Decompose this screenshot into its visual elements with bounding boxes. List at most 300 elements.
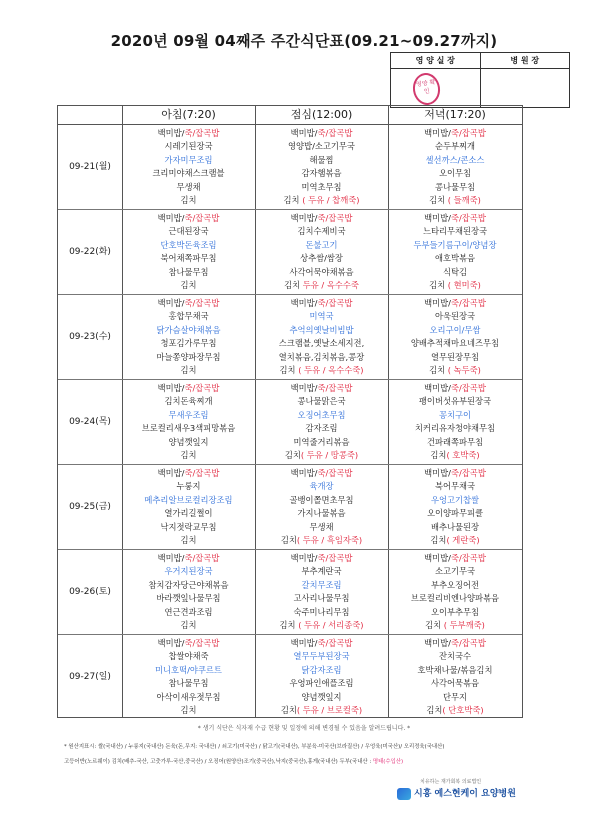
- menu-item-text: 부추계란국: [301, 566, 342, 577]
- menu-item: [255, 677, 388, 690]
- menu-item: [388, 521, 522, 534]
- menu-item: [122, 592, 255, 605]
- menu-item-text: 죽/잡곡밥: [450, 213, 486, 223]
- menu-item: [388, 449, 522, 462]
- menu-item-text: 찹쌀야채죽: [168, 651, 209, 662]
- logo-icon: [397, 788, 411, 800]
- menu-item: [388, 395, 522, 408]
- dietitian-label: 영 양 실 장: [391, 53, 480, 69]
- menu-item: [255, 691, 388, 704]
- menu-item: [255, 351, 388, 364]
- menu-item-text: 죽/잡곡밥: [184, 128, 220, 138]
- menu-item-text: 김치: [180, 449, 197, 460]
- menu-item-text: 낙지젓락교무침: [160, 521, 217, 532]
- menu-item: [388, 225, 522, 238]
- menu-item: [255, 324, 388, 337]
- logo-name: 시흥 예스현케이 요양병원: [414, 789, 516, 799]
- menu-item-text: 김치수제비국: [297, 226, 346, 237]
- day-row: [58, 380, 522, 465]
- menu-item-text: 백미밥/: [290, 128, 318, 138]
- menu-item: [255, 664, 388, 677]
- menu-item-text: ( 두유 / 땅콩죽): [300, 449, 359, 460]
- notice-text: * 생기 식단은 식자재 수급 현황 및 일정에 의해 변경될 수 있음을 알려드립니다. *: [197, 725, 411, 732]
- menu-item-text: 김치: [429, 364, 448, 375]
- menu-item-text: 우거지된장국: [164, 566, 213, 577]
- menu-item-text: ( 두부깨죽): [443, 619, 485, 630]
- menu-item: [255, 521, 388, 534]
- menu-item-text: 죽/잡곡밥: [184, 213, 220, 223]
- menu-item-text: 북어채쪽파무침: [160, 253, 217, 264]
- menu-item-text: 참치감자당근야채볶음: [148, 579, 229, 590]
- menu-item: [122, 252, 255, 265]
- menu-item-text: 백미밥/: [424, 128, 451, 138]
- menu-item: [388, 552, 522, 565]
- menu-item-text: 김치: [284, 449, 301, 460]
- menu-item: [255, 592, 388, 605]
- menu-item-text: 치커리유자청야채무침: [414, 423, 496, 434]
- menu-item-text: ( 녹두죽): [447, 364, 481, 375]
- menu-item-text: 미니호떡/야쿠르트: [155, 664, 222, 675]
- menu-item: [255, 480, 388, 493]
- menu-item: [255, 364, 388, 377]
- menu-item-text: 김치: [430, 534, 447, 545]
- menu-item-text: 백미밥/: [424, 468, 451, 478]
- menu-item: [388, 337, 522, 350]
- menu-item-text: 근대된장국: [168, 226, 209, 237]
- menu-item-text: 미역줄거리볶음: [293, 436, 350, 447]
- menu-item-text: 오징어초무침: [297, 409, 346, 420]
- menu-item: [255, 140, 388, 153]
- day-label: 09-27(일): [69, 672, 111, 682]
- menu-item-text: 건파래쪽파무침: [426, 436, 484, 447]
- menu-item-text: 갈치무조림: [301, 579, 342, 590]
- menu-item-text: 김치: [429, 279, 448, 290]
- menu-item: [255, 422, 388, 435]
- menu-item-text: 김치: [425, 619, 444, 630]
- menu-item-text: 죽/잡곡밥: [184, 553, 220, 563]
- menu-item-text: 마늘쫑양파장무침: [156, 351, 221, 362]
- menu-item-text: 해물찜: [309, 154, 334, 165]
- menu-item: [122, 337, 255, 350]
- dinner-menu: [388, 381, 522, 463]
- menu-item: [255, 409, 388, 422]
- menu-item: [122, 507, 255, 520]
- director-label: 병 원 장: [481, 53, 570, 69]
- menu-item: [255, 619, 388, 632]
- menu-item: [122, 449, 255, 462]
- menu-item: [255, 606, 388, 619]
- menu-item-text: 죽/잡곡밥: [184, 298, 220, 308]
- menu-item: [122, 436, 255, 449]
- menu-item-text: 백미밥/: [157, 213, 185, 223]
- menu-item-text: 숙주미나리무침: [293, 606, 350, 617]
- dinner-menu: [388, 636, 522, 718]
- menu-item-text: 잔치국수: [438, 651, 472, 662]
- menu-item-text: 양념깻잎지: [301, 691, 342, 702]
- menu-item-text: 누룽지: [176, 481, 201, 492]
- breakfast-menu: [122, 551, 255, 633]
- menu-item-text: 백미밥/: [424, 638, 451, 648]
- menu-item-text: 양배추적채마요네즈무침: [410, 338, 500, 349]
- menu-item: [122, 619, 255, 632]
- breakfast-menu: [122, 211, 255, 293]
- table-header: [58, 106, 522, 125]
- menu-item-text: 고사리나물무침: [293, 593, 350, 604]
- menu-item-text: 열치볶음,김치볶음,콩장: [278, 351, 365, 362]
- menu-item-text: 열무된장무침: [430, 351, 480, 362]
- menu-item-text: 김치: [180, 619, 197, 630]
- menu-item: [122, 364, 255, 377]
- director-sign-area: [481, 69, 570, 107]
- menu-item-text: 죽/잡곡밥: [317, 383, 353, 393]
- lunch-menu: [255, 211, 388, 293]
- menu-item-text: 백미밥/: [290, 213, 318, 223]
- menu-item: [122, 212, 255, 225]
- menu-item-text: 죽/잡곡밥: [317, 128, 353, 138]
- lunch-menu: [255, 296, 388, 378]
- menu-item-text: 김치: [284, 279, 303, 290]
- menu-item-text: 김치: [279, 364, 299, 375]
- menu-item-text: 죽/잡곡밥: [450, 298, 486, 308]
- header-lunch: 점심(12:00): [290, 108, 353, 121]
- menu-item-text: 식탁김: [442, 266, 468, 277]
- menu-item-text: 무생채: [176, 181, 201, 192]
- dietitian-sign-area: [391, 69, 480, 107]
- menu-item-text: 두부들기름구이/양념장: [413, 239, 497, 250]
- menu-item-text: 미역초무침: [301, 181, 342, 192]
- logo-name-wrap: [397, 786, 516, 800]
- logo-subtitle: 치유하는 재가회복 의료법인: [420, 779, 482, 785]
- menu-item: [255, 310, 388, 323]
- menu-item-text: 콩나물무침: [434, 181, 476, 192]
- menu-item-text: 백미밥/: [424, 298, 451, 308]
- menu-item-text: 오이무침: [438, 168, 472, 179]
- menu-item-text: 김치: [430, 449, 447, 460]
- menu-item-text: 애호박볶음: [434, 253, 476, 264]
- menu-item: [388, 212, 522, 225]
- menu-item: [388, 664, 522, 677]
- menu-item: [255, 382, 388, 395]
- menu-item-text: 팽이버섯유부된장국: [418, 396, 492, 407]
- menu-item: [388, 704, 522, 717]
- menu-item: [388, 494, 522, 507]
- menu-item: [388, 324, 522, 337]
- menu-item-text: 닭감자조림: [301, 664, 342, 675]
- day-row: [58, 295, 522, 380]
- menu-item-text: ( 들깨죽): [447, 194, 481, 205]
- menu-item: [255, 395, 388, 408]
- menu-item-text: ( 두유 / 옥수수죽): [298, 364, 364, 375]
- menu-item: [122, 127, 255, 140]
- menu-item-text: ( 두유 / 찹깨죽): [302, 194, 360, 205]
- menu-item: [122, 239, 255, 252]
- menu-item-text: 아욱된장국: [434, 311, 476, 322]
- menu-item-text: 김치: [280, 704, 297, 715]
- menu-item: [255, 650, 388, 663]
- menu-item: [388, 691, 522, 704]
- breakfast-menu: [122, 636, 255, 718]
- menu-item-text: 죽/잡곡밥: [450, 638, 486, 648]
- menu-item-text: 북어무채국: [434, 481, 476, 492]
- dinner-menu: [388, 296, 522, 378]
- menu-item-text: 콩나물맑은국: [297, 396, 346, 407]
- breakfast-menu: [122, 381, 255, 463]
- approval-box: [390, 52, 570, 108]
- menu-item-text: 김치돈육찌개: [164, 396, 213, 407]
- menu-item: [388, 154, 522, 167]
- menu-item: [388, 140, 522, 153]
- menu-item-text: 죽/잡곡밥: [450, 128, 486, 138]
- menu-item-text: 김치: [426, 704, 443, 715]
- breakfast-menu: [122, 296, 255, 378]
- menu-item-text: 백미밥/: [424, 213, 451, 223]
- breakfast-menu: [122, 466, 255, 548]
- menu-item-text: 브로컬리새우3색피망볶음: [141, 423, 236, 434]
- menu-item-text: 스크램블,옛날소세지전,: [278, 338, 365, 349]
- menu-item-text: 추억의옛날비빔밥: [289, 324, 354, 335]
- menu-item: [255, 225, 388, 238]
- menu-item: [255, 467, 388, 480]
- menu-item-text: 김치: [180, 534, 197, 545]
- lunch-menu: [255, 381, 388, 463]
- lunch-menu: [255, 126, 388, 208]
- menu-item: [255, 212, 388, 225]
- day-label: 09-26(토): [69, 587, 111, 597]
- menu-item: [255, 154, 388, 167]
- menu-item: [388, 310, 522, 323]
- menu-item: [255, 579, 388, 592]
- breakfast-menu: [122, 126, 255, 208]
- menu-item: [388, 480, 522, 493]
- menu-item: [388, 592, 522, 605]
- menu-item: [122, 677, 255, 690]
- dinner-menu: [388, 466, 522, 548]
- menu-item-text: ( 단호박죽): [442, 704, 484, 715]
- menu-item-text: 배추나물된장: [430, 521, 480, 532]
- lunch-menu: [255, 466, 388, 548]
- menu-item: [122, 297, 255, 310]
- day-label: 09-21(월): [69, 162, 111, 172]
- menu-item: [388, 606, 522, 619]
- menu-item-text: 우엉파인애플조림: [289, 678, 354, 689]
- menu-item-text: 오리구이/무쌈: [429, 324, 481, 335]
- menu-item-text: 부추오징어전: [430, 579, 480, 590]
- menu-item: [122, 664, 255, 677]
- menu-item: [388, 167, 522, 180]
- menu-item: [388, 507, 522, 520]
- menu-item-text: 백미밥/: [290, 638, 318, 648]
- menu-item: [388, 181, 522, 194]
- menu-item: [388, 467, 522, 480]
- menu-item: [388, 409, 522, 422]
- menu-item: [255, 436, 388, 449]
- menu-item: [122, 310, 255, 323]
- menu-item: [122, 480, 255, 493]
- menu-item: [122, 409, 255, 422]
- menu-item-text: 백미밥/: [157, 128, 185, 138]
- menu-item-text: 미역국: [309, 311, 334, 322]
- menu-item-text: 감자조림: [305, 423, 338, 434]
- menu-item-text: 가지나물볶음: [297, 508, 346, 519]
- menu-item: [255, 637, 388, 650]
- menu-item-text: 크리미야채스크램블: [152, 168, 225, 179]
- menu-item: [388, 252, 522, 265]
- menu-item-text: 연근견과조림: [164, 606, 213, 617]
- menu-item: [388, 382, 522, 395]
- menu-item: [388, 239, 522, 252]
- menu-item: [388, 127, 522, 140]
- menu-item: [122, 637, 255, 650]
- menu-item: [122, 181, 255, 194]
- menu-item: [388, 534, 522, 547]
- menu-item: [388, 619, 522, 632]
- menu-item-text: 죽/잡곡밥: [317, 298, 353, 308]
- menu-item: [255, 181, 388, 194]
- menu-item-text: 닭가슴살야채볶음: [156, 324, 221, 335]
- menu-item: [255, 194, 388, 207]
- menu-item-text: 김치: [180, 279, 197, 290]
- menu-item-text: 죽/잡곡밥: [317, 468, 353, 478]
- menu-item: [122, 521, 255, 534]
- menu-item-text: 순두부찌개: [434, 141, 476, 152]
- menu-item-text: 죽/잡곡밥: [317, 553, 353, 563]
- menu-item: [388, 650, 522, 663]
- day-row: [58, 125, 522, 210]
- menu-item-text: 소고기무국: [434, 566, 476, 577]
- menu-item-text: 김치: [180, 194, 197, 205]
- menu-item: [255, 552, 388, 565]
- menu-item-text: 백미밥/: [290, 298, 318, 308]
- menu-item-text: ( 게란죽): [446, 534, 480, 545]
- menu-item-text: 죽/잡곡밥: [184, 383, 220, 393]
- menu-item-text: 죽/잡곡밥: [450, 553, 486, 563]
- menu-item: [122, 351, 255, 364]
- menu-item: [122, 467, 255, 480]
- menu-item-text: 김치: [283, 194, 303, 205]
- origin-text: 고등어반(노르웨이) 김치(배추-국산, 고춧가루-국산,중국산) / 오징어(원양산)조기(중국산),낙지(중국산),홍게(국내산) 두부(국내산 :: [64, 759, 373, 765]
- menu-item-text: 참나물무침: [168, 678, 209, 689]
- menu-item-text: ( 두유 / 서리종죽): [298, 619, 364, 630]
- menu-item-text: 백미밥/: [157, 468, 185, 478]
- menu-item: [122, 565, 255, 578]
- menu-item-text: 죽/잡곡밥: [184, 468, 220, 478]
- menu-item-text: 골뱅이쫄면초무침: [289, 494, 354, 505]
- menu-item: [255, 449, 388, 462]
- lunch-menu: [255, 551, 388, 633]
- menu-item-text: 김치: [180, 364, 197, 375]
- menu-item: [255, 494, 388, 507]
- menu-item: [255, 279, 388, 292]
- menu-item-text: 백미밥/: [424, 383, 451, 393]
- menu-item: [388, 351, 522, 364]
- dinner-menu: [388, 211, 522, 293]
- menu-item-text: 백미밥/: [424, 553, 451, 563]
- dinner-menu: [388, 551, 522, 633]
- weekly-menu-table: [57, 105, 523, 718]
- menu-item-text: 열가리길쩔이: [164, 508, 213, 519]
- menu-item: [122, 225, 255, 238]
- menu-item: [388, 364, 522, 377]
- menu-item-text: 백미밥/: [157, 298, 185, 308]
- origin-highlight: 명태(수입산): [372, 759, 404, 765]
- menu-item: [255, 252, 388, 265]
- menu-item: [255, 534, 388, 547]
- menu-item-text: 꽁치구이: [438, 409, 472, 420]
- menu-item-text: 돈불고기: [305, 239, 338, 250]
- header-dinner: 저녁(17:20): [424, 108, 486, 121]
- menu-item-text: 죽/잡곡밥: [184, 638, 220, 648]
- menu-item-text: 사각어묵야채볶음: [289, 266, 354, 277]
- dietitian-approval: [391, 53, 480, 107]
- menu-item: [388, 297, 522, 310]
- menu-item: [388, 579, 522, 592]
- day-row: [58, 210, 522, 295]
- menu-item: [122, 494, 255, 507]
- menu-item: [388, 677, 522, 690]
- menu-item: [388, 266, 522, 279]
- menu-item: [388, 194, 522, 207]
- day-row: [58, 635, 522, 719]
- menu-item: [122, 650, 255, 663]
- menu-item-text: 두유 / 옥수수죽: [302, 279, 359, 290]
- page-title: 2020년 09월 04째주 주간식단표(09.21~09.27까지): [110, 32, 498, 50]
- menu-item-text: 백미밥/: [290, 468, 318, 478]
- menu-item-text: 참나물무침: [168, 266, 209, 277]
- menu-item-text: ( 호박죽): [446, 449, 480, 460]
- menu-item: [255, 565, 388, 578]
- menu-item: [388, 637, 522, 650]
- menu-item: [122, 266, 255, 279]
- menu-item-text: ( 현미죽): [447, 279, 481, 290]
- menu-item-text: 김치: [279, 619, 299, 630]
- hospital-logo: [397, 778, 527, 804]
- menu-item-text: ( 두유 / 브로컬죽): [296, 704, 363, 715]
- approval-stamp: 영양 확인: [411, 71, 442, 106]
- menu-item: [122, 382, 255, 395]
- menu-item-text: 오이부추무침: [430, 606, 480, 617]
- menu-item: [122, 579, 255, 592]
- menu-item-text: 브로컬리비엔나양파볶음: [410, 593, 500, 604]
- menu-item-text: 단호박돈육조림: [160, 239, 217, 250]
- menu-item: [388, 279, 522, 292]
- director-approval: [480, 53, 570, 107]
- day-label: 09-22(화): [69, 247, 111, 257]
- day-label: 09-24(목): [69, 417, 111, 427]
- menu-item: [388, 422, 522, 435]
- day-label: 09-23(수): [69, 332, 111, 342]
- menu-item: [255, 167, 388, 180]
- menu-item: [255, 239, 388, 252]
- menu-item: [255, 297, 388, 310]
- menu-item-text: 영양밥/소고기무국: [288, 141, 355, 152]
- menu-item-text: 백미밥/: [157, 553, 185, 563]
- header-breakfast: 아침(7:20): [161, 108, 216, 121]
- menu-item-text: 백미밥/: [157, 638, 185, 648]
- menu-item-text: 김치: [429, 194, 448, 205]
- menu-item: [122, 704, 255, 717]
- menu-item-text: 양념깻잎지: [168, 436, 209, 447]
- menu-item: [255, 704, 388, 717]
- menu-item: [122, 606, 255, 619]
- menu-item-text: 셀선까스/콘소스: [425, 154, 485, 165]
- menu-item-text: 느타리무채된장국: [422, 226, 488, 237]
- menu-item-text: 죽/잡곡밥: [317, 638, 353, 648]
- menu-item: [122, 167, 255, 180]
- menu-item: [122, 279, 255, 292]
- menu-item-text: 시레기된장국: [164, 141, 213, 152]
- menu-item-text: 가자미무조림: [164, 154, 213, 165]
- menu-item-text: 죽/잡곡밥: [317, 213, 353, 223]
